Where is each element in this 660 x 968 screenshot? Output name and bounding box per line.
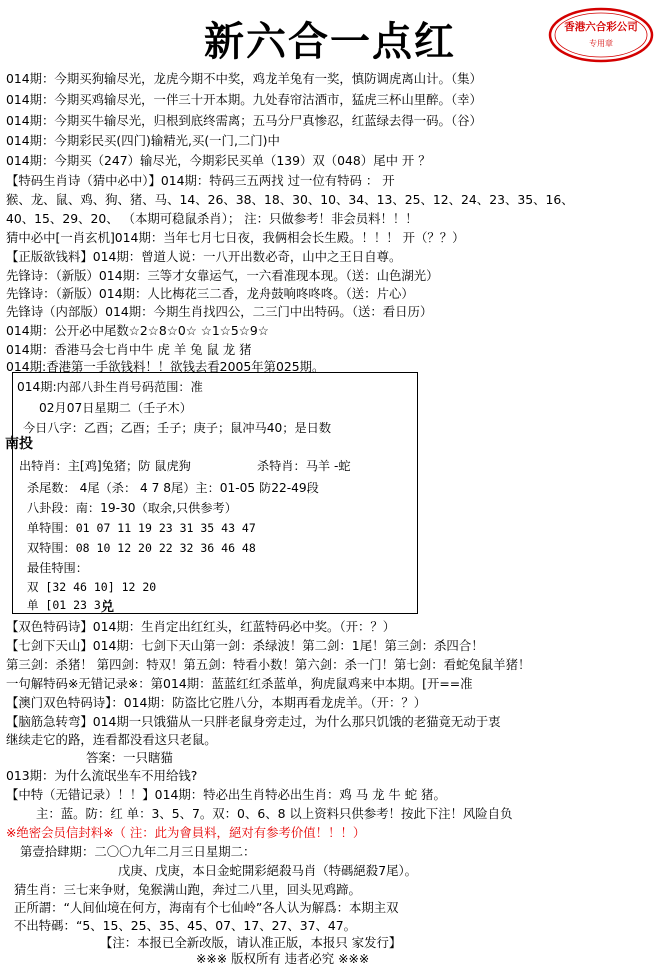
box-note: 南投 <box>5 436 33 452</box>
one-sentence-code: 一句解特码※无错记录※：第014期：蓝蓝红红杀蓝单，狗虎鼠鸡来中本期。[开==准 <box>6 676 473 691</box>
main-color-line: 主：蓝。防：红 单：3、5、7。双：0、6、8 以上资料只供参考！按此下注！风险自负 <box>36 806 513 821</box>
bagua-range-box <box>5 372 418 615</box>
box-single-numbers: 01 07 11 19 23 31 35 43 47 <box>75 521 256 535</box>
secret-member-line: ※绝密会员信封料※（ 注：此为會員料，絕对有参考价值！！！） <box>6 825 366 840</box>
box-date: 02月07日星期二（壬子木） <box>39 401 192 415</box>
special-shengxiao-line: 【中特（无错记录）！！】014期：特必出生肖特必出生肖：鸡 马 龙 牛 蛇 猪。 <box>6 787 446 802</box>
box-bagua-segment: 八卦段：南：19-30（取余,只供参考） <box>27 501 237 515</box>
riddle-answer: 答案：一只瞎猫 <box>86 750 173 765</box>
svg-text:香港六合彩公司: 香港六合彩公司 <box>564 21 638 33</box>
prediction-line-2: 014期：今期买鸡输尽光，一伴三十开本期。九处春帘沽酒市，猛虎三杯山里醉。（幸） <box>6 92 482 107</box>
riddle-question: 【脑筋急转弯】014期一只饿猫从一只胖老鼠身旁走过，为什么那只饥饿的老猫竟无动于衷 <box>6 714 501 729</box>
box-out-shengxiao: 出特肖：主[鸡]兔猪；防 鼠虎狗 <box>19 459 191 473</box>
box-seal-note: 兑 <box>101 600 115 615</box>
footer-notice: 【注：本报已全新改版，请认准正版，本报只 家发行】 <box>100 935 402 950</box>
jockey-club-line: 014期：香港马会七肖中牛 虎 羊 兔 鼠 龙 猪 <box>6 342 252 357</box>
riddle-question-cont: 继续走它的路，连看都没看这只老鼠。 <box>6 732 217 747</box>
svg-text:专用章: 专用章 <box>589 39 613 48</box>
box-bazi: 今日八字：乙酉；乙酉；壬子；庚子；鼠冲马40；是日数 <box>23 421 332 435</box>
page-title: 新六合一点红 <box>204 18 456 65</box>
macau-poem: 【澳门双色特码诗】：014期：防盗比它胜八分，本期再看龙虎羊。（开：？） <box>6 695 427 710</box>
prediction-line-5: 014期：今期买（247）输尽光，今期彩民买单（139）双（048）尾中 开 ？ <box>6 153 431 168</box>
seven-swords-line-2: 第三剑：杀猪！ 第四剑：特双！第五剑：特看小数！第六剑：杀一门！第七剑：看蛇兔鼠羊猪！ <box>6 657 531 672</box>
seven-swords-line-1: 【七剑下天山】014期：七剑下天山第一剑：杀绿波！第二剑：1尾！第三剑：杀四合！ <box>6 638 484 653</box>
issue-14-date: 第壹拾肆期：二〇〇九年二月三日星期二： <box>20 844 256 859</box>
box-single-label: 单特围： <box>27 521 76 535</box>
pioneer-poem-3: 先锋诗（内部版）014期：今期生肖找四公，二三门中出特码。（送：看日历） <box>6 304 433 319</box>
code-list-line-1: 猴、龙、鼠、鸡、狗、猪、马、14、26、38、18、30、10、34、13、25、12、24、23、35、16、 <box>6 192 574 207</box>
pioneer-poem-2: 先锋诗：（新版）014期：人比梅花三二香，龙舟鼓响咚咚咚。（送：片心） <box>6 286 414 301</box>
special-code-poem: 【特码生肖诗（猜中必中）】014期：特码三五两找 过一位有特码 ： 开 <box>6 173 395 188</box>
box-kill-tail: 杀尾数： 4尾（杀： 4 7 8尾）主：01-05 防22-49段 <box>27 481 319 495</box>
box-kill-shengxiao: 杀特肖：马羊 -蛇 <box>257 459 351 473</box>
guess-shengxiao-line: 猜生肖：三七来争财，兔猴满山跑，奔过二八里，回头见鸡蹄。 <box>14 882 361 897</box>
riddle-next: 013期：为什么流氓坐车不用给钱? <box>6 768 198 783</box>
box-best-double: 双 [32 46 10] 12 20 <box>27 580 157 594</box>
code-list-line-2: 40、15、29、20、 （本期可稳鼠杀肖）； 注：只做参考！非会员料！！！ <box>6 211 418 226</box>
kill-horse-line: 戊庚、戊庚，本日金蛇開彩絕殺马肖（特碼絕殺7尾）。 <box>118 863 418 878</box>
proverb-line: 正所謂：“人间仙境在何方，海南有个七仙岭”各人认为解爲：本期主双 <box>14 900 399 915</box>
official-material-line: 【正版欲钱料】014期：曾道人说：一八开出数必奇，山中之王日自尊。 <box>6 249 402 264</box>
box-heading: 014期:内部八卦生肖号码范围：准 <box>17 380 203 394</box>
box-best-single: 单 [01 23 3 <box>27 598 101 612</box>
two-color-poem: 【双色特码诗】014期：生肖定出红红头，红蓝特码必中奖。（开：？） <box>6 619 396 634</box>
box-best-label: 最佳特围： <box>27 561 88 575</box>
guess-mystery-line: 猜中必中[一肖玄机]014期：当年七月七日夜，我俩相会长生殿。！！！ 开（？？） <box>6 230 465 245</box>
prediction-line-3: 014期：今期买牛输尽光，归根到底终需离；五马分尸真惨忍，红蓝绿去得一码。（谷） <box>6 113 482 128</box>
first-hand-line: 014期:香港第一手欲钱料！！欲钱去看2005年第025期。 <box>6 359 325 374</box>
prediction-line-4: 014期：今期彩民买(四门)输精光,买(一门,二门)中 <box>6 133 280 148</box>
pioneer-poem-1: 先锋诗：（新版）014期：三等才女靠运气，一六看准现本现。（送：山色湖光） <box>6 268 439 283</box>
no-special-code-line: 不出特碼：“5、15、25、35、45、07、17、27、37、47。 <box>14 918 357 933</box>
box-double-label: 双特围： <box>27 541 76 555</box>
company-seal-stamp <box>548 6 654 64</box>
copyright-line: ※※※ 版权所有 违者必究 ※※※ <box>196 951 370 966</box>
prediction-line-1: 014期：今期买狗输尽光，龙虎今期不中奖，鸡龙羊兔有一奖，慎防调虎离山计。（集） <box>6 71 482 86</box>
tail-number-line: 014期：公开必中尾数☆2☆8☆0☆ ☆1☆5☆9☆ <box>6 323 269 338</box>
box-double-numbers: 08 10 12 20 22 32 36 46 48 <box>75 541 256 555</box>
